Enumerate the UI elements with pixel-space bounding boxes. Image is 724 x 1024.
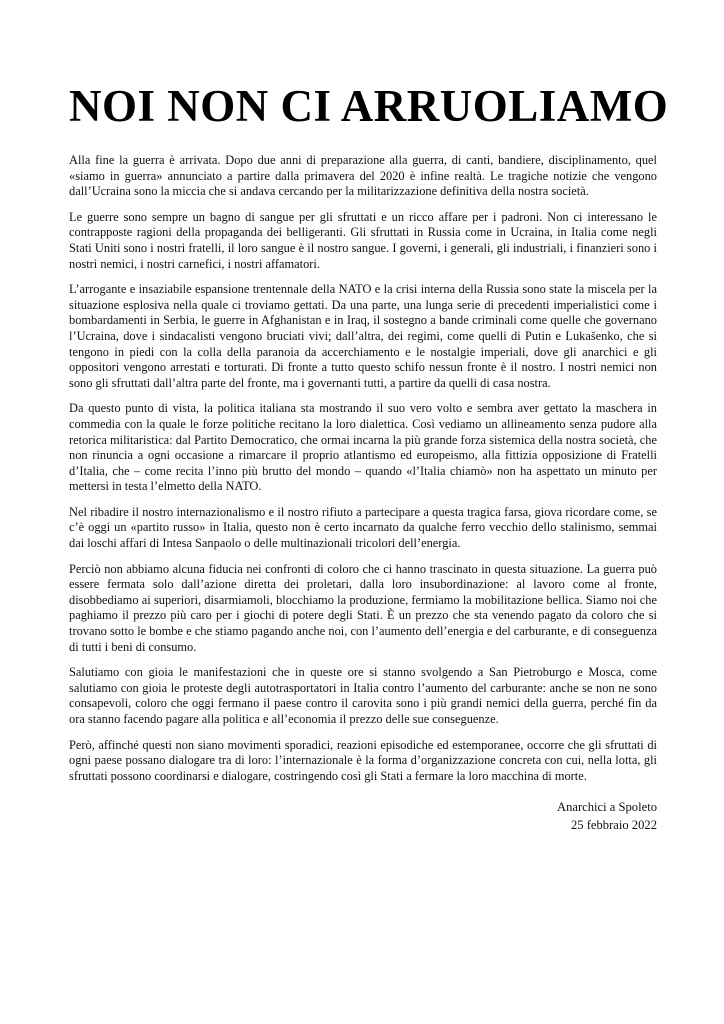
- paragraph: Da questo punto di vista, la politica italiana sta mostrando il suo vero volto e sembra aver gettato la maschera in commedia con la quale le forze politiche recitano la loro dialettica. Così vediamo un allineamento senza pudore alla retorica militaristica: dal Partito Democratico, che ormai incarna la più grande forza sistemica della nostra società, che non rinuncia a ogni occasione a rimarcare il proprio atlantismo ed europeismo, alla fittizia opposizione di Fratelli d’Italia, che – come recita l’inno più brutto del mondo – quando «l’Italia chiamò» non ha aspettato un minuto per mettersi in testa l’elmetto della NATO.: [69, 401, 657, 494]
- paragraph: Le guerre sono sempre un bagno di sangue per gli sfruttati e un ricco affare per i padroni. Non ci interessano le contrapposte ragioni della propaganda dei belligeranti. Gli sfruttati in Russia come in Ucraina, in Italia come negli Stati Uniti sono i nostri fratelli, il loro sangue è il nostro sangue. I governi, i generali, gli industriali, i finanzieri sono i nostri nemici, i nostri carnefici, i nostri affamatori.: [69, 209, 657, 271]
- paragraph: Alla fine la guerra è arrivata. Dopo due anni di preparazione alla guerra, di canti, bandiere, disciplinamento, quel «siamo in guerra» annunciato a partire dalla primavera del 2020 è infine realtà. Le tragiche notizie che vengono dall’Ucraina sono la miccia che si andava cercando per la militarizzazione definitiva della nostra società.: [69, 153, 657, 199]
- signature-block: [69, 798, 657, 834]
- paragraph: Perciò non abbiamo alcuna fiducia nei confronti di coloro che ci hanno trascinato in questa situazione. La guerra può essere fermata solo dall’azione diretta dei proletari, dalla loro insubordinazione: al lavoro come al fronte, disobbediamo ai superiori, disarmiamoli, blocchiamo la produzione, fermiamo la mobilitazione bellica. Siamo noi che paghiamo il prezzo più caro per i giochi di potere degli Stati. È un prezzo che sta venendo pagato da coloro che si trovano sotto le bombe e che stiamo pagando anche noi, con l’aumento dell’energia e del carburante, e di conseguenza di tutti i beni di consumo.: [69, 561, 657, 654]
- paragraph: L’arrogante e insaziabile espansione trentennale della NATO e la crisi interna della Russia sono state la miscela per la situazione esplosiva nella quale ci troviamo gettati. Da una parte, una lunga serie di precedenti imperialistici come i bombardamenti in Serbia, le guerre in Afghanistan e in Iraq, il sostegno a bande criminali come quelle che governano l’Ucraina, dove i sindacalisti vengono bruciati vivi; dall’altra, dei regimi, come quelli di Putin e Lukašenko, che si tengono in piedi con la colla della paranoia da accerchiamento e le nostalgie imperiali, dove gli anarchici e gli oppositori vengono arrestati e torturati. Di fronte a tutto questo schifo nessun fronte è il nostro. I nostri nemici non sono gli sfruttati dall’altra parte del fronte, ma i governanti tutti, a partire da quelli di casa nostra.: [69, 282, 657, 390]
- signature-date: 25 febbraio 2022: [570, 818, 657, 833]
- paragraph: Però, affinché questi non siano movimenti sporadici, reazioni episodiche ed estemporanee, occorre che gli sfruttati di ogni paese possano dialogare tra di loro: l’internazionale è la forma d’organizzazione concreta con cui, nella lotta, gli sfruttati possono coordinarsi e dialogare, costringendo così gli Stati a fermare la loro macchina di morte.: [69, 737, 657, 783]
- document-body: [69, 153, 657, 784]
- paragraph: Salutiamo con gioia le manifestazioni che in queste ore si stanno svolgendo a San Pietroburgo e Mosca, come salutiamo con gioia le proteste degli autotrasportatori in Italia contro l’aumento del carburante: anche se non ne sono consapevoli, coloro che oggi fermano il paese contro il carovita sono i più grandi nemici della guerra, perché fin da ora stanno facendo pagare alla politica e all’economia il prezzo delle sue conseguenze.: [69, 665, 657, 726]
- signature-author: Anarchici a Spoleto: [556, 800, 657, 815]
- document-title: NOI NON CI ARRUOLIAMO: [69, 81, 669, 131]
- paragraph: Nel ribadire il nostro internazionalismo e il nostro rifiuto a partecipare a questa tragica farsa, giova ricordare come, se c’è oggi un «partito russo» in Italia, questo non è certo incarnato da qualche ferro vecchio dello stalinismo, semmai dai loschi affari di Intesa Sanpaolo o delle multinazionali tricolori dell’energia.: [69, 504, 657, 551]
